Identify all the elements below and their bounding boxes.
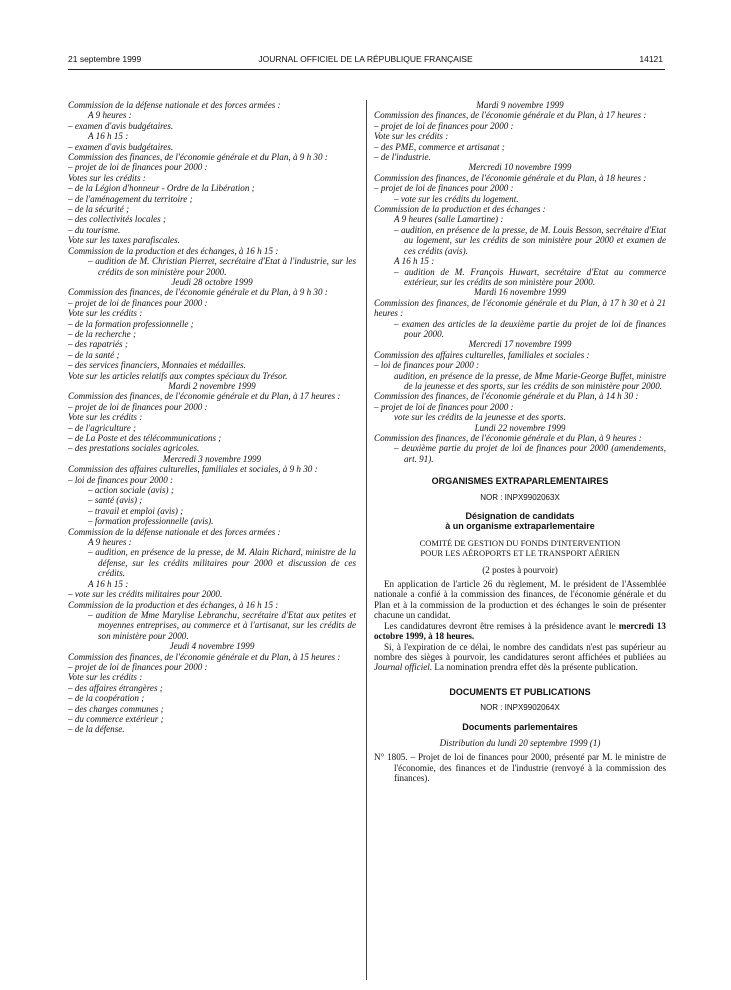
agenda-line: Vote sur les crédits : bbox=[68, 308, 143, 319]
agenda-line: A 9 heures : bbox=[88, 537, 132, 548]
agenda-line: A 16 h 15 : bbox=[88, 131, 129, 142]
agenda-line: Commission des finances, de l'économie générale et du Plan, à 18 heures : bbox=[374, 172, 647, 183]
agenda-line: – des prestations sociales agricoles. bbox=[68, 443, 200, 454]
agenda-line: – projet de loi de finances pour 2000 : bbox=[68, 297, 208, 308]
header-date: 21 septembre 1999 bbox=[68, 54, 142, 64]
organismes-paragraph-3 bbox=[374, 642, 666, 673]
para2-deadline: mercredi 13 octobre 1999, à 18 heures. bbox=[374, 620, 666, 642]
documents-heading: DOCUMENTS ET PUBLICATIONS bbox=[449, 686, 591, 697]
agenda-line: – santé (avis) ; bbox=[88, 495, 143, 506]
agenda-line: – des charges communes ; bbox=[68, 703, 164, 714]
agenda-line: – action sociale (avis) ; bbox=[88, 485, 174, 496]
comite-name-line-1: COMITÉ DE GESTION DU FONDS D'INTERVENTION bbox=[419, 537, 621, 548]
agenda-line: – du tourisme. bbox=[68, 224, 121, 235]
documents-nor: NOR : INPX9902064X bbox=[480, 703, 560, 713]
agenda-line: – examen d'avis budgétaires. bbox=[68, 141, 174, 152]
organismes-paragraph-2 bbox=[374, 621, 666, 642]
agenda-line: Commission de la défense nationale et des forces armées : bbox=[68, 526, 281, 537]
agenda-line: Commission de la production et des échanges, à 16 h 15 : bbox=[68, 599, 279, 610]
agenda-line: – de la santé ; bbox=[68, 349, 120, 360]
agenda-line: – loi de finances pour 2000 : bbox=[374, 360, 480, 371]
column-divider bbox=[366, 100, 367, 980]
para3-journal: Journal officiel. bbox=[374, 662, 433, 673]
organismes-heading: ORGANISMES EXTRAPARLEMENTAIRES bbox=[431, 476, 609, 487]
agenda-line: Vote sur les crédits : bbox=[68, 672, 143, 683]
organismes-nor: NOR : INPX9902063X bbox=[480, 492, 560, 502]
agenda-line: – examen des articles de la deuxième partie du projet de loi de finances pour 2000. bbox=[394, 318, 666, 339]
agenda-line: – projet de loi de finances pour 2000 : bbox=[374, 401, 514, 412]
agenda-line: A 16 h 15 : bbox=[394, 256, 435, 267]
agenda-line: – vote sur les crédits militaires pour 2000. bbox=[68, 589, 223, 600]
para3-text: Si, à l'expiration de ce délai, le nombre des candidats n'est pas supérieur au nombre des sièges à pourvoir, les candidatures seront affichées et publiées au bbox=[374, 641, 666, 662]
agenda-line: – formation professionnelle (avis). bbox=[88, 516, 214, 527]
agenda-line: – loi de finances pour 2000 : bbox=[68, 474, 174, 485]
agenda-line: – examen d'avis budgétaires. bbox=[68, 120, 174, 131]
agenda-line: A 16 h 15 : bbox=[88, 578, 129, 589]
agenda-line: Commission de la défense nationale et des forces armées : bbox=[68, 100, 281, 110]
page-header bbox=[0, 54, 731, 68]
agenda-line: – de l'aménagement du territoire ; bbox=[68, 193, 193, 204]
agenda-line: – du commerce extérieur ; bbox=[68, 713, 164, 724]
date-heading: Mercredi 17 novembre 1999 bbox=[468, 339, 572, 350]
agenda-line: – audition, en présence de la presse, de M. Louis Besson, secrétaire d'Etat au logement, sur les crédits de son ministère pour 2000 et examen de ces crédits (avis). bbox=[394, 224, 666, 256]
agenda-line: – audition de M. Christian Pierret, secrétaire d'Etat à l'industrie, sur les crédits de son ministère pour 2000. bbox=[88, 256, 356, 277]
agenda-line: – deuxième partie du projet de loi de finances pour 2000 (amendements, art. 91). bbox=[394, 443, 666, 464]
right-agenda bbox=[374, 100, 666, 464]
agenda-line: – des PME, commerce et artisanat ; bbox=[374, 141, 505, 152]
agenda-line: Vote sur les taxes parafiscales. bbox=[68, 235, 180, 246]
distribution-date: Distribution du lundi 20 septembre 1999 (1) bbox=[439, 737, 601, 748]
agenda-line: Commission des finances, de l'économie générale et du Plan, à 9 heures : bbox=[374, 433, 642, 443]
organismes-paragraph-1: En application de l'article 26 du règlement, M. le président de l'Assemblée nationale a confié à la commission des finances, de l'économie générale et du Plan et à la commission de la production et des échanges le soin de présenter chacune un candidat. bbox=[374, 579, 666, 621]
header-journal-title: JOURNAL OFFICIEL DE LA RÉPUBLIQUE FRANÇAISE bbox=[258, 54, 473, 64]
documents-subtitle: Documents parlementaires bbox=[462, 721, 578, 732]
date-heading: Jeudi 28 octobre 1999 bbox=[171, 276, 253, 287]
agenda-line: Commission des finances, de l'économie générale et du Plan, à 17 heures : bbox=[68, 391, 341, 402]
agenda-line: – projet de loi de finances pour 2000 : bbox=[374, 120, 514, 131]
date-heading: Lundi 22 novembre 1999 bbox=[474, 422, 566, 433]
agenda-line: – travail et emploi (avis) ; bbox=[88, 505, 184, 516]
date-heading: Mercredi 10 novembre 1999 bbox=[468, 162, 572, 173]
agenda-line: – audition de M. François Huwart, secrétaire d'Etat au commerce extérieur, sur les crédits de son ministère pour 2000. bbox=[394, 266, 666, 287]
agenda-line: Commission des finances, de l'économie générale et du Plan, à 14 h 30 : bbox=[374, 391, 639, 402]
organismes-subtitle-1: Désignation de candidats bbox=[465, 511, 575, 522]
agenda-line: – vote sur les crédits du logement. bbox=[394, 193, 519, 204]
agenda-line: – projet de loi de finances pour 2000 : bbox=[68, 162, 208, 173]
agenda-line: A 9 heures (salle Lamartine) : bbox=[394, 214, 504, 225]
agenda-line: Commission des finances, de l'économie générale et du Plan, à 17 heures : bbox=[374, 110, 647, 121]
agenda-line: Commission de la production et des échanges : bbox=[374, 204, 546, 215]
date-heading: Jeudi 4 novembre 1999 bbox=[169, 641, 255, 652]
agenda-line: Vote sur les articles relatifs aux comptes spéciaux du Trésor. bbox=[68, 370, 288, 381]
agenda-line: – de la Légion d'honneur - Ordre de la Libération ; bbox=[68, 183, 255, 194]
agenda-line: Votes sur les crédits : bbox=[68, 172, 146, 183]
agenda-line: – des affaires étrangères ; bbox=[68, 682, 163, 693]
agenda-line: A 9 heures : bbox=[88, 110, 132, 121]
agenda-line: – des rapatriés ; bbox=[68, 339, 128, 350]
agenda-line: – projet de loi de finances pour 2000 : bbox=[68, 661, 208, 672]
document-item: N° 1805. – Projet de loi de finances pour 2000, présenté par M. le ministre de l'économie, des finances et de l'industrie (renvoyé à la commission des finances). bbox=[374, 752, 666, 784]
date-heading: Mardi 9 novembre 1999 bbox=[476, 100, 564, 110]
agenda-line: – de la coopération ; bbox=[68, 693, 145, 704]
agenda-line: – de la sécurité ; bbox=[68, 204, 130, 215]
date-heading: Mercredi 3 novembre 1999 bbox=[162, 453, 262, 464]
agenda-line: – de l'industrie. bbox=[374, 152, 431, 163]
header-rule bbox=[68, 69, 665, 70]
agenda-line: – de La Poste et des télécommunications ; bbox=[68, 433, 222, 443]
para3-end: La nomination prendra effet dès la présente publication. bbox=[432, 662, 638, 673]
agenda-line: Vote sur les crédits : bbox=[68, 412, 143, 423]
agenda-line: Commission des finances, de l'économie générale et du Plan, à 17 h 30 et à 21 heures : bbox=[374, 297, 666, 319]
right-column bbox=[374, 100, 666, 784]
agenda-line: Commission des affaires culturelles, familiales et sociales : bbox=[374, 349, 590, 360]
postes-note: (2 postes à pourvoir) bbox=[482, 564, 558, 575]
agenda-line: – de l'agriculture ; bbox=[68, 422, 137, 433]
agenda-line: audition, en présence de la presse, de Mme Marie-George Buffet, ministre de la jeunesse et des sports, sur les crédits de son ministère pour 2000. bbox=[394, 370, 666, 391]
header-page-number: 14121 bbox=[639, 54, 663, 64]
para2-text: Les candidatures devront être remises à la présidence avant le bbox=[384, 620, 619, 631]
agenda-line: – projet de loi de finances pour 2000 : bbox=[68, 401, 208, 412]
agenda-line: Commission des finances, de l'économie générale et du Plan, à 15 heures : bbox=[68, 651, 341, 662]
agenda-line: Commission des affaires culturelles, familiales et sociales, à 9 h 30 : bbox=[68, 464, 318, 475]
agenda-line: – projet de loi de finances pour 2000 : bbox=[374, 183, 514, 194]
agenda-line: – de la formation professionnelle ; bbox=[68, 318, 194, 329]
organismes-subtitle-2: à un organisme extraparlementaire bbox=[445, 521, 595, 532]
agenda-line: – de la défense. bbox=[68, 724, 125, 735]
agenda-line: – audition, en présence de la presse, de M. Alain Richard, ministre de la défense, sur les crédits militaires pour 2000 et discussion de ces crédits. bbox=[88, 547, 356, 579]
date-heading: Mardi 2 novembre 1999 bbox=[168, 380, 256, 391]
left-column bbox=[68, 100, 356, 735]
date-heading: Mardi 16 novembre 1999 bbox=[473, 287, 567, 298]
agenda-line: vote sur les crédits de la jeunesse et des sports. bbox=[394, 412, 566, 423]
agenda-line: – audition de Mme Marylise Lebranchu, secrétaire d'Etat aux petites et moyennes entreprises, au commerce et à l'artisanat, sur les crédits de son ministère pour 2000. bbox=[88, 609, 356, 641]
agenda-line: Commission de la production et des échanges, à 16 h 15 : bbox=[68, 245, 279, 256]
agenda-line: – des collectivités locales ; bbox=[68, 214, 166, 225]
agenda-line: – des services financiers, Monnaies et médailles. bbox=[68, 360, 246, 371]
agenda-line: Vote sur les crédits : bbox=[374, 131, 449, 142]
comite-name-line-2: POUR LES AÉROPORTS ET LE TRANSPORT AÉRIEN bbox=[420, 548, 620, 559]
agenda-line: Commission des finances, de l'économie générale et du Plan, à 9 h 30 : bbox=[68, 152, 328, 163]
agenda-line: Commission des finances, de l'économie générale et du Plan, à 9 h 30 : bbox=[68, 287, 328, 298]
agenda-line: – de la recherche ; bbox=[68, 328, 137, 339]
